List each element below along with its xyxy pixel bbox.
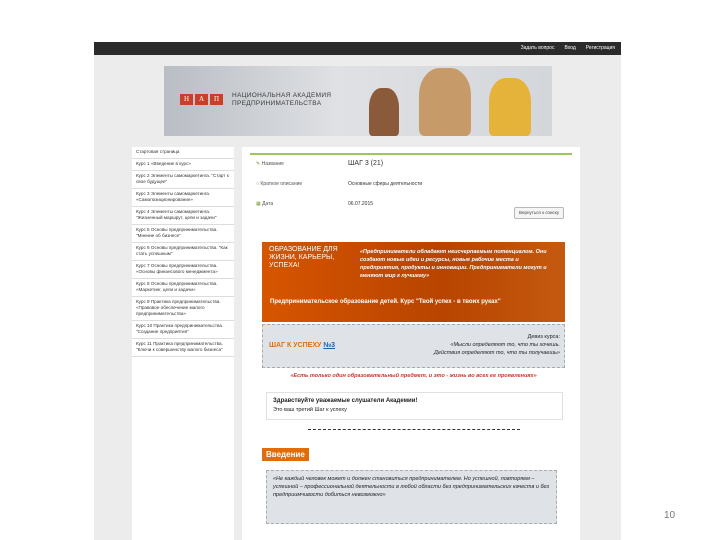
sidebar-item-course[interactable]: Курс 1 «Введение в курс» (132, 159, 234, 171)
login-link[interactable]: Вход (564, 45, 576, 51)
sidebar-item-course[interactable]: Курс 9 Практика предпринимательства. «Правовое обеспечение малого предпринимательства» (132, 297, 234, 321)
logo-letter: П (210, 94, 223, 105)
motto-line: Действия определяют то, что ты получаешь» (433, 350, 560, 356)
description-value: Основные сферы деятельности (348, 181, 423, 187)
lesson-info-box (250, 153, 572, 225)
date-row (256, 199, 273, 209)
academy-name-line: ПРЕДПРИНИМАТЕЛЬСТВА (232, 100, 322, 107)
course-epigraph: «Предприниматели обладают неисчерпаемым потенциалом. Они создают новые идеи и ресурсы, новые рабочие места и предприятия, продукты и инновации. Предприниматели могут и меняют мир к лучшему» (360, 249, 547, 279)
description-row (256, 179, 302, 189)
sidebar-item-course[interactable]: Курс 3 Элементы самомаркетинга. «Самопозиционирование» (132, 189, 234, 207)
course-subtitle: Предпринимательское образование детей. Курс "Твой успех - в твоих руках" (270, 299, 501, 305)
sidebar-item-course[interactable]: Курс 4 Элементы самомаркетинга. "Жизненный маршрут, цели и задачи" (132, 207, 234, 225)
motto-title: Девиз курса: (527, 334, 560, 340)
child-figure (489, 78, 531, 136)
life-quote: «Есть только один образовательный предмет, и это - жизнь во всех ее проявлениях» (290, 373, 537, 379)
course-slogan: ОБРАЗОВАНИЕ ДЛЯ ЖИЗНИ, КАРЬЕРЫ, УСПЕХА! (269, 246, 338, 269)
step-number: №3 (323, 342, 336, 349)
name-row (256, 159, 284, 169)
register-link[interactable]: Регистрация (585, 45, 615, 51)
screenshot-frame (94, 42, 621, 540)
course-header-panel (262, 242, 565, 322)
course-motto-block (434, 333, 560, 357)
lesson-title: ШАГ 3 (21) (348, 160, 384, 167)
child-figure (369, 88, 399, 136)
intro-quote: «Не каждый человек может и должен становиться предпринимателем. Но успешной, повторяем – успешной – профессиональной деятельности в любой области без предпринимательских качеств и без предприимчивости добиться невозможно» (266, 470, 557, 524)
greeting-title: Здравствуйте уважаемые слушатели Академии! (273, 398, 418, 404)
sidebar-item-course[interactable]: Курс 6 Основы предпринимательства. "Как стать успешным" (132, 243, 234, 261)
sidebar-item-start[interactable]: Стартовая страница (132, 147, 234, 159)
sidebar-item-course[interactable]: Курс 11 Практика предпринимательства. "Ключи к совершенству малого бизнеса" (132, 339, 234, 357)
description-label: Краткое описание (260, 181, 303, 187)
info-circle-icon: ○ (256, 181, 260, 187)
sidebar-item-course[interactable]: Курс 7 Основы предпринимательства. «Основы финансового менеджмента» (132, 261, 234, 279)
main-content (242, 147, 580, 540)
sidebar-item-course[interactable]: Курс 10 Практика предпринимательства. "Создание предприятия" (132, 321, 234, 339)
ask-question-link[interactable]: Задать вопрос (520, 45, 555, 51)
name-label: Название (261, 161, 284, 167)
academy-logo (180, 94, 223, 105)
logo-letter: А (195, 94, 208, 105)
back-to-list-button[interactable]: Вернуться к списку (514, 207, 564, 219)
greeting-text: Это ваш третий Шаг к успеху (273, 407, 347, 413)
intro-heading: Введение (262, 448, 309, 461)
motto-line: «Мысли определяют то, что ты хочешь. (450, 342, 560, 348)
sidebar-item-course[interactable]: Курс 2 Элементы самомаркетинга. "Старт к свое будущее" (132, 171, 234, 189)
dashed-divider (308, 429, 520, 430)
step-panel (262, 324, 565, 368)
child-figure (419, 68, 471, 136)
sidebar-item-course[interactable]: Курс 8 Основы предпринимательства. «Маркетинг, цели и задачи» (132, 279, 234, 297)
academy-name-line: НАЦИОНАЛЬНАЯ АКАДЕМИЯ (232, 92, 332, 99)
top-navigation-bar (94, 42, 621, 55)
academy-name (232, 92, 331, 108)
calendar-icon: ▦ (256, 201, 261, 207)
course-sidebar (132, 147, 234, 540)
course-content (262, 242, 565, 540)
step-prefix: ШАГ К УСПЕХУ (269, 342, 324, 349)
logo-letter: Н (180, 94, 193, 105)
sidebar-item-course[interactable]: Курс 5 Основы предпринимательства. "Мнение об бизнесе" (132, 225, 234, 243)
greeting-box (266, 392, 563, 420)
site-banner (164, 66, 552, 136)
date-value: 06.07.2015 (348, 201, 374, 207)
date-label: Дата (262, 201, 274, 207)
slide-page-number: 10 (664, 510, 676, 521)
step-heading (269, 341, 335, 350)
pencil-icon: ✎ (256, 161, 261, 167)
